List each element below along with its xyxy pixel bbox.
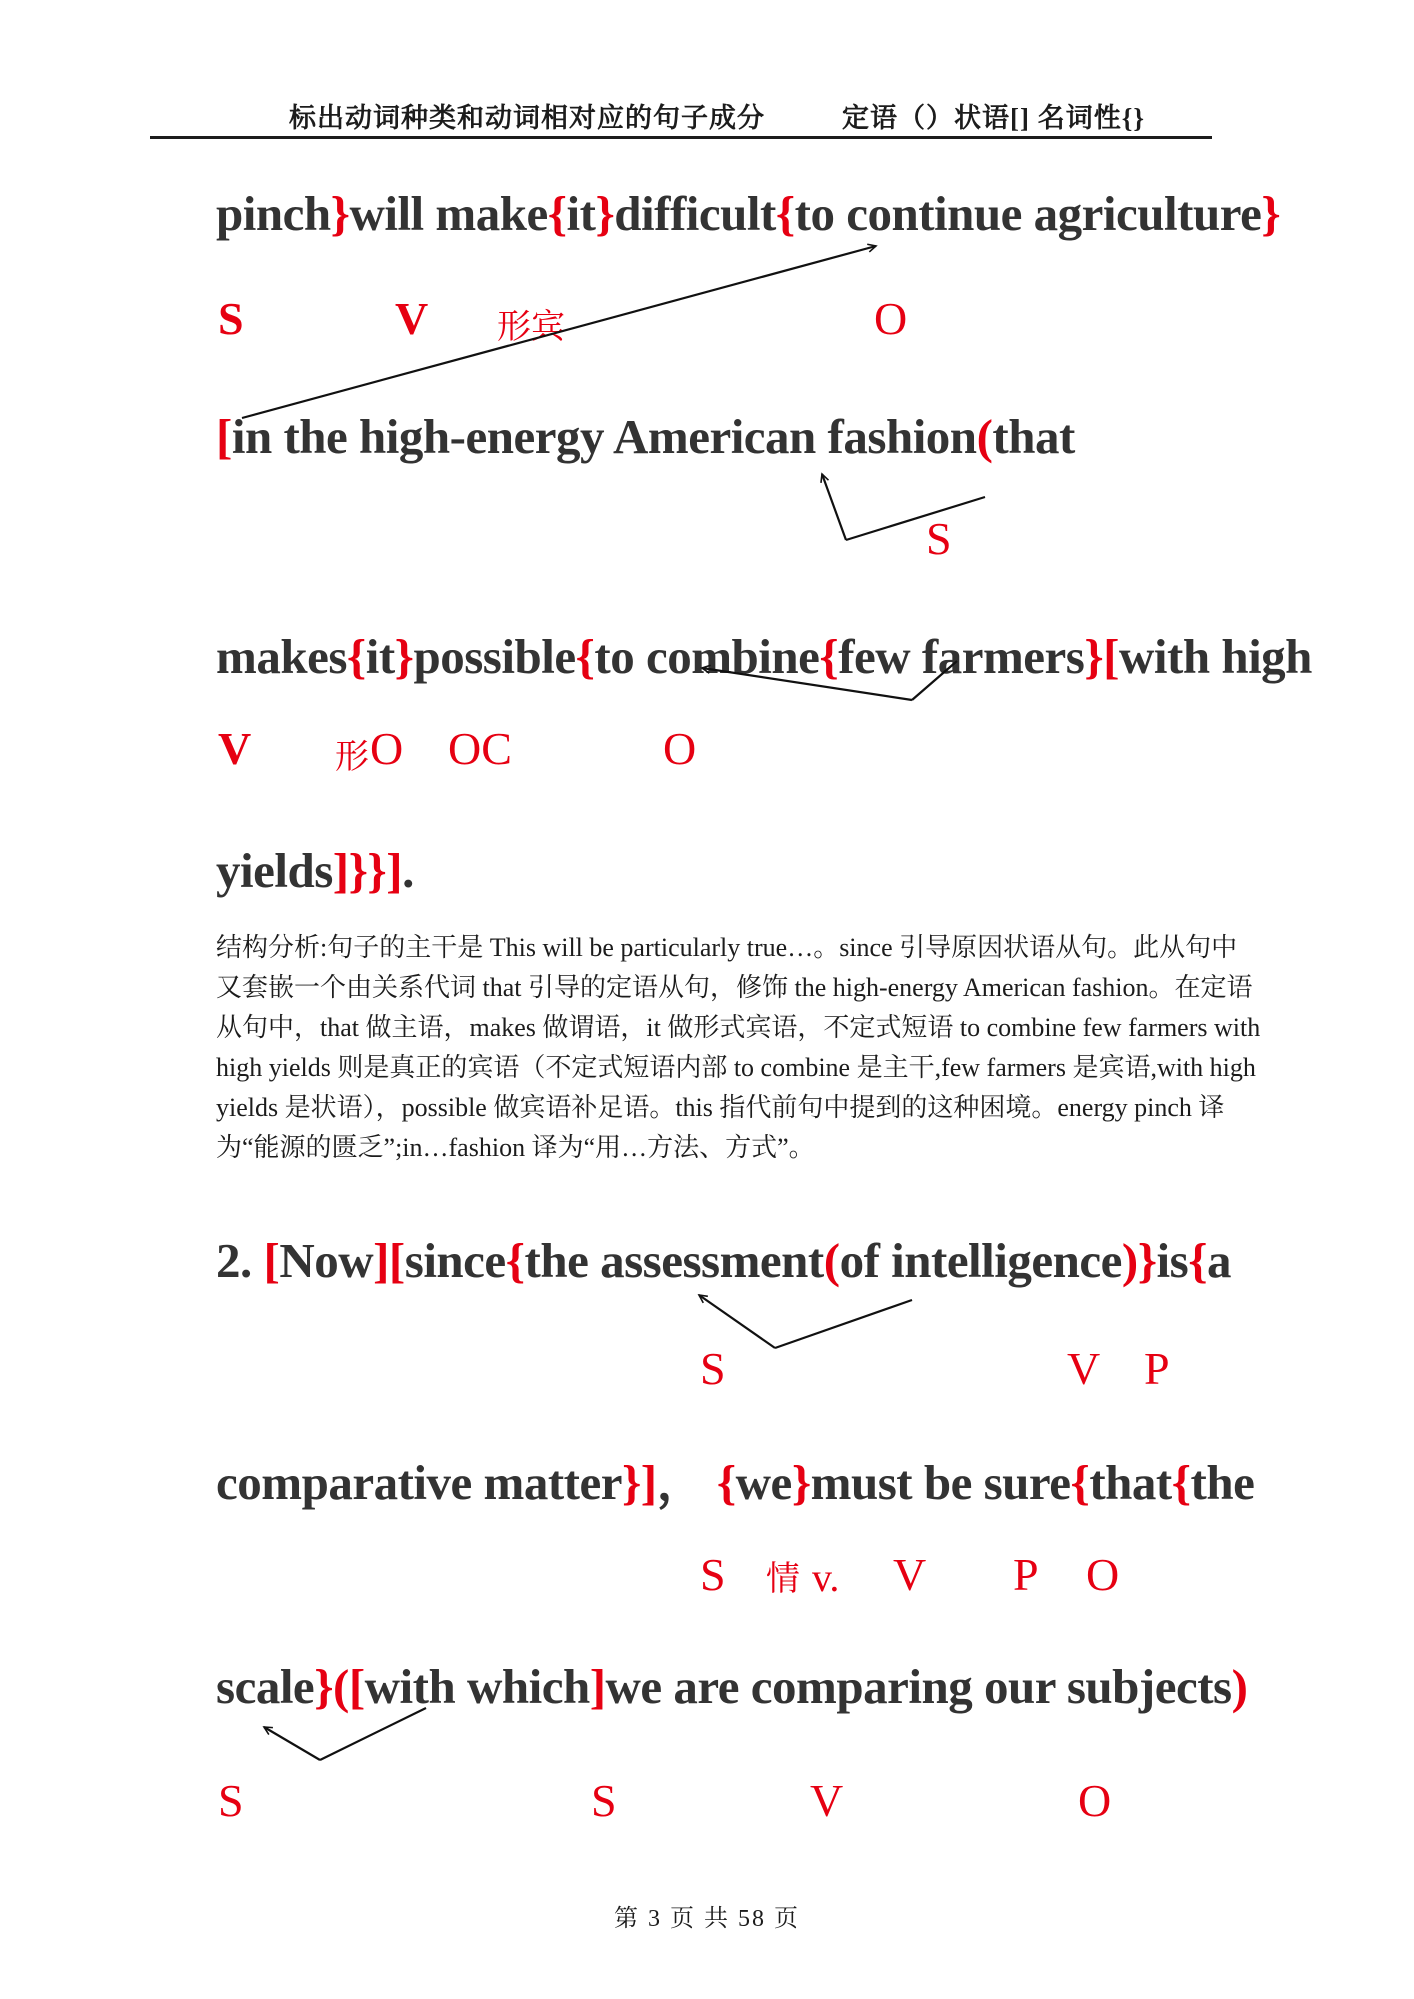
label-v: V: [395, 293, 429, 344]
arrow-scale-head: [264, 1727, 320, 1760]
label-s: S: [218, 293, 244, 344]
structure-analysis-paragraph: [216, 928, 1261, 1168]
label-v2: V: [218, 723, 252, 774]
label-o3: O: [663, 723, 697, 774]
label-v-dot: v.: [812, 1555, 840, 1600]
label-s6: S: [591, 1775, 617, 1826]
label-xingbin: 形宾: [497, 309, 565, 346]
sentence1-line3: makes{it}possible{to combine{few farmers}[with high: [216, 629, 1312, 684]
label-o2: O: [370, 723, 404, 774]
label-o4: O: [1086, 1549, 1120, 1600]
header-rule: [150, 136, 1212, 139]
sentence2-line3: scale}([with which]we are comparing our subjects): [216, 1659, 1248, 1714]
analysis-line: 结构分析:句子的主干是 This will be particularly true…。since 引导原因状语从句。此从句中: [216, 933, 1238, 962]
label-o5: O: [1078, 1775, 1112, 1826]
analysis-line: 为“能源的匮乏”;in…fashion 译为“用…方法、方式”。: [216, 1133, 815, 1162]
sentence1-line2: [in the high-energy American fashion(that: [216, 409, 1075, 464]
label-v4: V: [893, 1549, 927, 1600]
label-o: O: [874, 293, 908, 344]
sentence1-line1: pinch}will make{it}difficult{to continue agriculture}: [216, 186, 1281, 241]
analysis-line: high yields 则是真正的宾语（不定式短语内部 to combine 是主干,few farmers 是宾语,with high: [216, 1053, 1256, 1082]
label-s-that: S: [926, 513, 952, 564]
label-p: P: [1144, 1343, 1170, 1394]
sentence2-line2: comparative matter}]， {we}must be sure{that{the: [216, 1455, 1255, 1510]
sentence1-line4: yields]}}].: [216, 843, 414, 898]
label-v5: V: [810, 1775, 844, 1826]
analysis-line: 从句中，that 做主语，makes 做谓语，it 做形式宾语，不定式短语 to combine few farmers with: [216, 1013, 1261, 1042]
arrow-assessment-tail: [775, 1300, 912, 1348]
header-right-legend: 定语（）状语[] 名词性{}: [842, 103, 1146, 133]
label-oc: OC: [448, 723, 512, 774]
label-qing: 情: [766, 1561, 800, 1598]
label-v3: V: [1067, 1343, 1101, 1394]
sentence2-line1: 2. [Now][since{the assessment(of intelligence)}is{a: [216, 1233, 1232, 1288]
label-p2: P: [1013, 1549, 1039, 1600]
page-number: 第 3 页 共 58 页: [614, 1906, 800, 1932]
arrow-scale-tail: [320, 1708, 426, 1760]
header-left-title: 标出动词种类和动词相对应的句子成分: [289, 103, 765, 133]
analysis-line: 又套嵌一个由关系代词 that 引导的定语从句，修饰 the high-energy American fashion。在定语: [216, 973, 1253, 1002]
label-xing: 形: [335, 739, 369, 776]
arrow-that-tail: [846, 497, 985, 540]
label-s5: S: [218, 1775, 244, 1826]
arrow-assessment-head: [699, 1295, 775, 1348]
label-s3: S: [700, 1343, 726, 1394]
arrow-that-head: [822, 474, 846, 540]
label-s4: S: [700, 1549, 726, 1600]
analysis-line: yields 是状语），possible 做宾语补足语。this 指代前句中提到的这种困境。energy pinch 译: [216, 1093, 1225, 1122]
